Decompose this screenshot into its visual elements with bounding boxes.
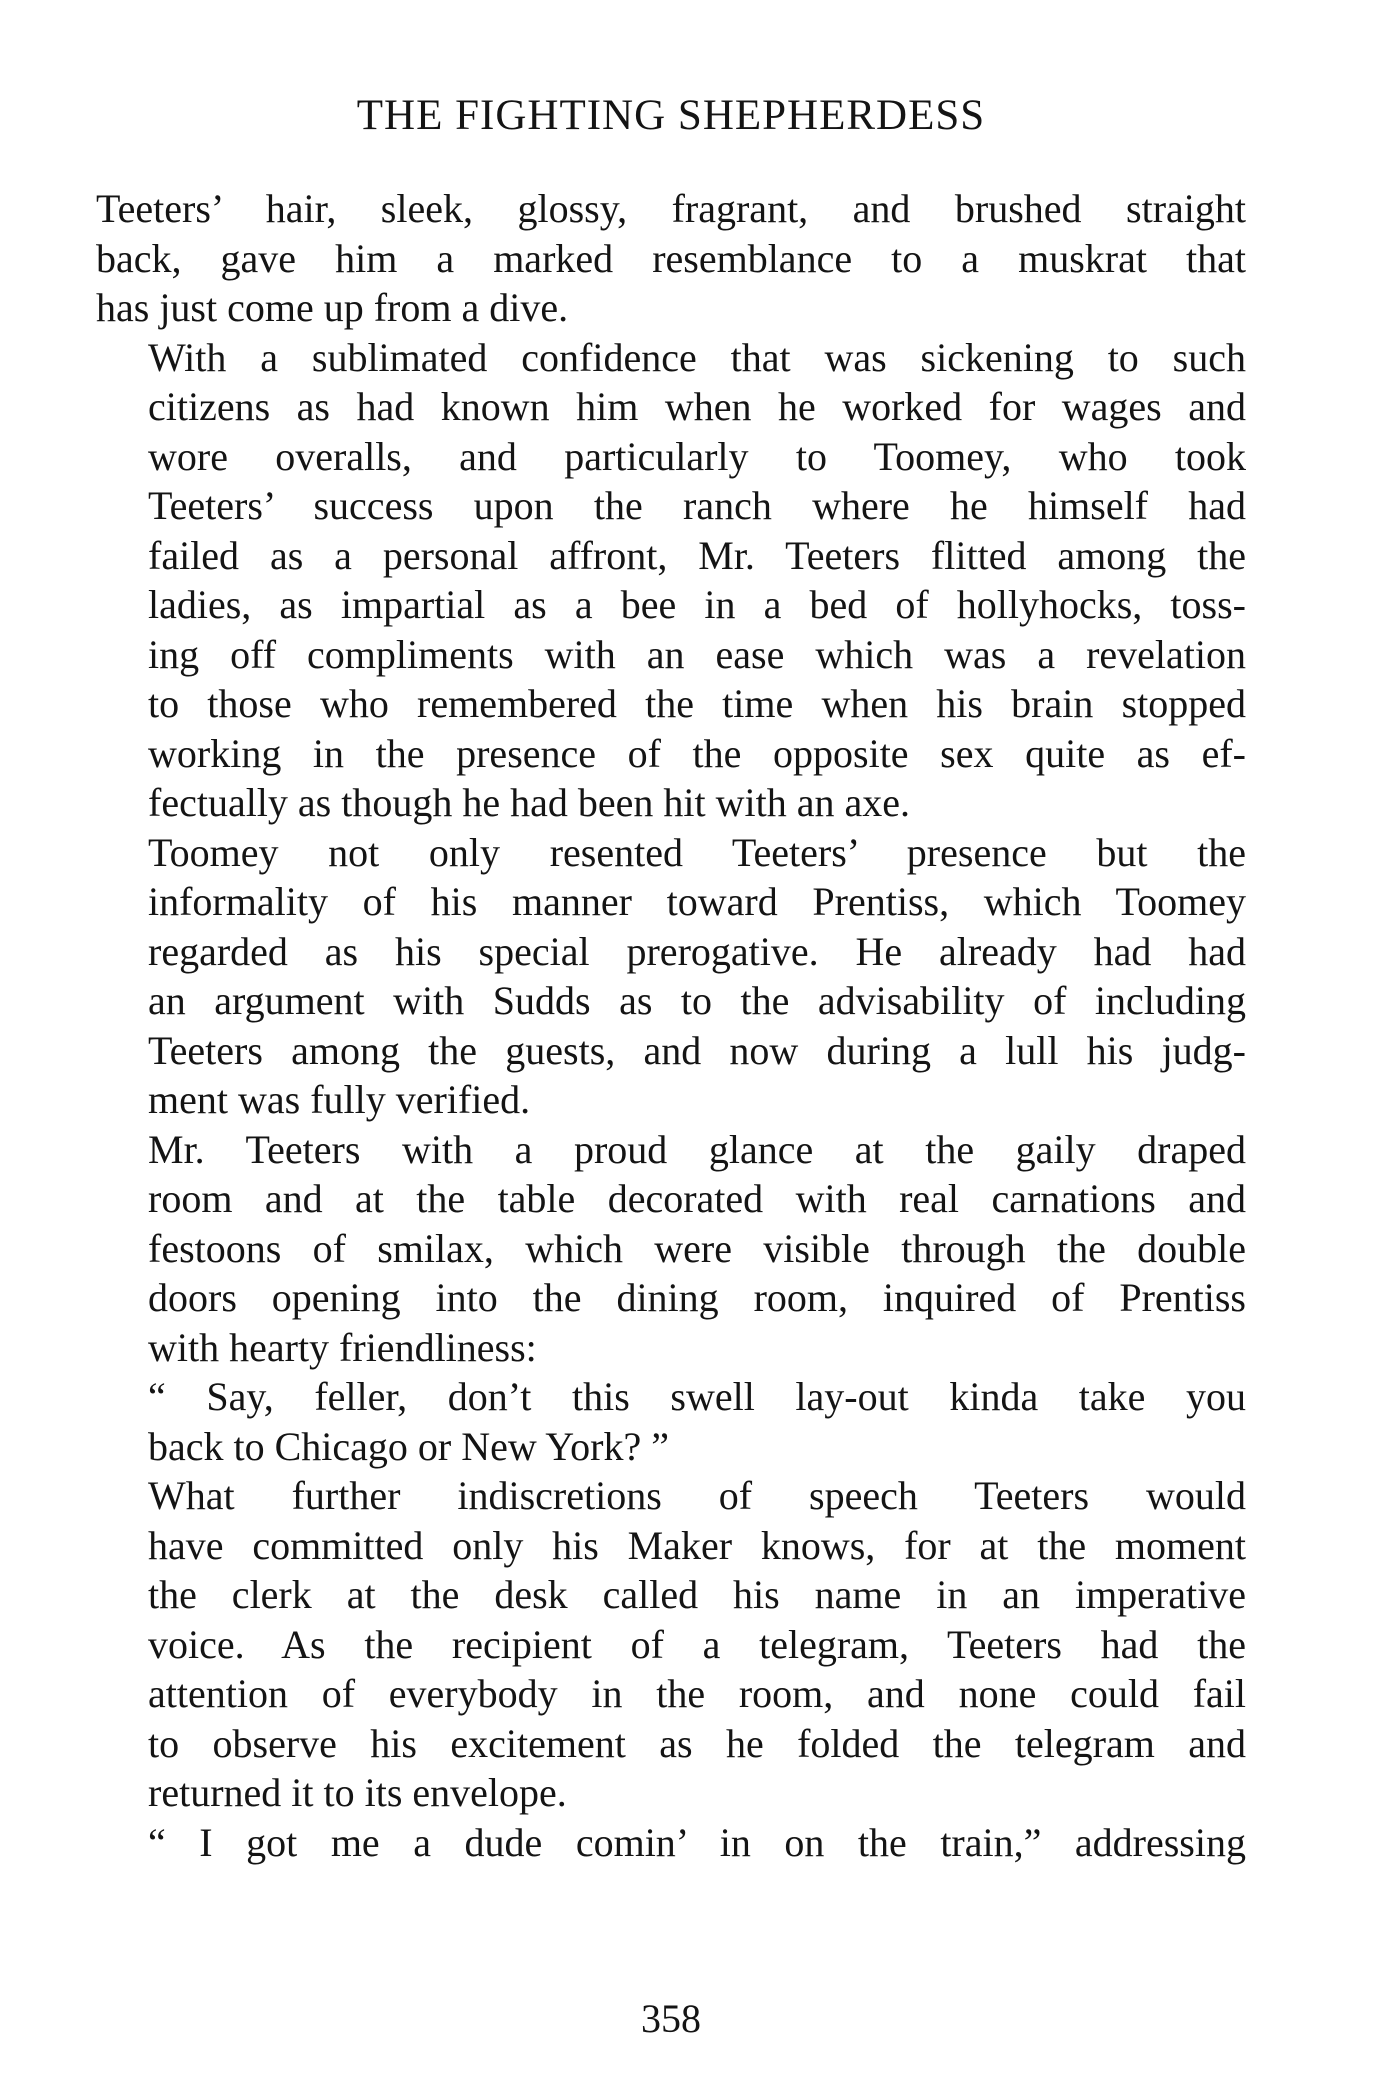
text-line: Toomey not only resented Teeters’ presence but the	[148, 829, 1246, 875]
paragraph	[96, 333, 1246, 828]
text-line: room and at the table decorated with real carnations and	[148, 1176, 1246, 1221]
paragraph	[96, 1471, 1246, 1818]
text-line: an argument with Sudds as to the advisability of including	[148, 978, 1246, 1023]
text-line: to those who remembered the time when his brain stopped	[148, 681, 1246, 726]
text-line: With a sublimated confidence that was sickening to such	[148, 334, 1246, 380]
text-line: back, gave him a marked resemblance to a muskrat that	[96, 235, 1246, 281]
text-line: failed as a personal affront, Mr. Teeters flitted among the	[148, 532, 1246, 578]
paragraph	[96, 1372, 1246, 1471]
text-line: citizens as had known him when he worked for wages and	[148, 384, 1246, 429]
text-line: voice. As the recipient of a telegram, Teeters had the	[148, 1621, 1246, 1667]
text-line: back to Chicago or New York? ”	[148, 1423, 669, 1469]
text-line: wore overalls, and particularly to Toomey, who took	[148, 433, 1246, 479]
text-line: regarded as his special prerogative. He already had had	[148, 928, 1246, 974]
text-line: fectually as though he had been hit with an axe.	[148, 780, 910, 825]
text-line: returned it to its envelope.	[148, 1770, 567, 1815]
text-line: doors opening into the dining room, inquired of Prentiss	[148, 1275, 1246, 1320]
text-line: has just come up from a dive.	[96, 285, 569, 330]
text-line: with hearty friendliness:	[148, 1324, 537, 1370]
page-number: 358	[641, 1996, 701, 2041]
running-head: THE FIGHTING SHEPHERDESS	[356, 92, 986, 139]
text-line: “ I got me a dude comin’ in on the train,” addressing	[148, 1819, 1246, 1865]
text-line: ladies, as impartial as a bee in a bed of hollyhocks, toss-	[148, 582, 1246, 627]
text-line: attention of everybody in the room, and none could fail	[148, 1671, 1246, 1716]
body-text	[96, 184, 1246, 1867]
text-line: Teeters’ success upon the ranch where he himself had	[148, 483, 1246, 528]
text-line: Teeters among the guests, and now during a lull his judg-	[148, 1027, 1246, 1073]
text-line: to observe his excitement as he folded the telegram and	[148, 1720, 1246, 1766]
text-line: Mr. Teeters with a proud glance at the gaily draped	[148, 1126, 1246, 1172]
paragraph	[96, 1818, 1246, 1868]
text-line: the clerk at the desk called his name in an imperative	[148, 1572, 1246, 1617]
paragraph	[96, 1125, 1246, 1373]
text-line: working in the presence of the opposite sex quite as ef-	[148, 730, 1246, 776]
text-line: “ Say, feller, don’t this swell lay-out kinda take you	[148, 1374, 1246, 1419]
text-line: have committed only his Maker knows, for at the moment	[148, 1522, 1246, 1568]
text-line: Teeters’ hair, sleek, glossy, fragrant, and brushed straight	[96, 186, 1246, 231]
text-line: festoons of smilax, which were visible through the double	[148, 1225, 1246, 1271]
text-line: ing off compliments with an ease which was a revelation	[148, 631, 1246, 677]
text-line: What further indiscretions of speech Teeters would	[148, 1473, 1246, 1518]
text-line: ment was fully verified.	[148, 1077, 531, 1122]
paragraph	[96, 184, 1246, 333]
text-line: informality of his manner toward Prentiss, which Toomey	[148, 879, 1246, 924]
paragraph	[96, 828, 1246, 1125]
